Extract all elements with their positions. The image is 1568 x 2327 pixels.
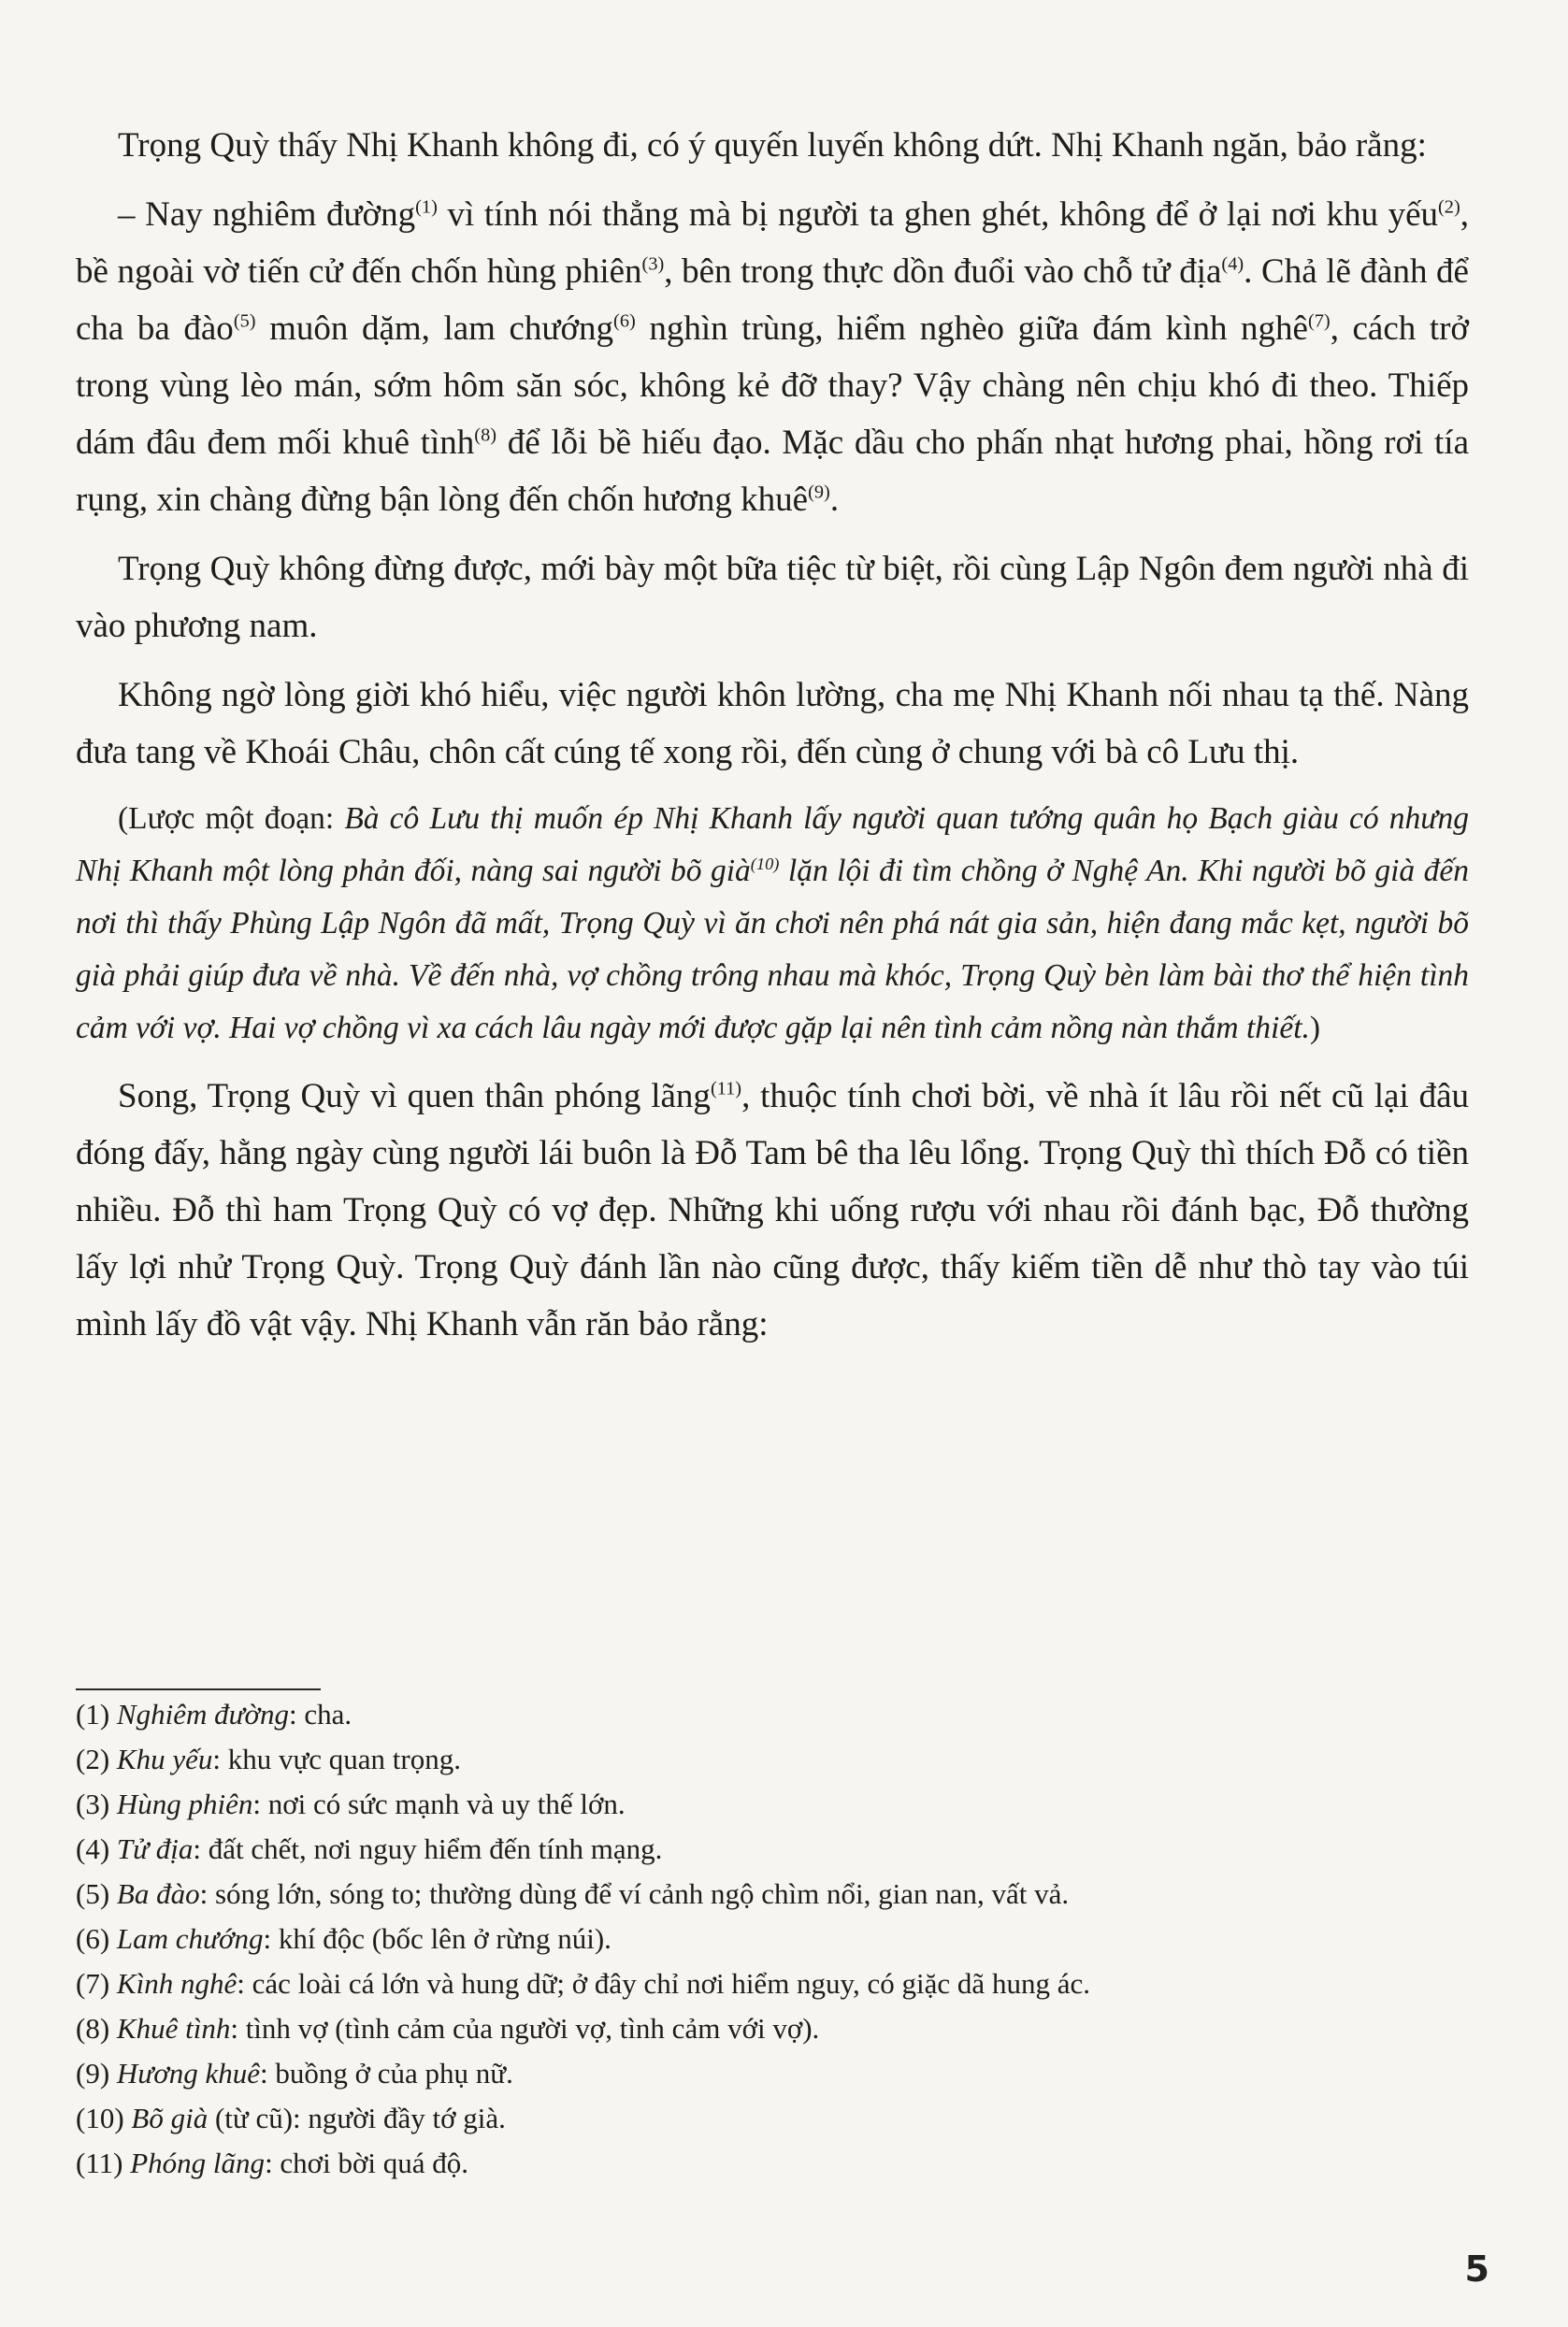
footnote-item [76,1917,1469,1961]
footnote-number: (9) [76,2057,110,2090]
footnote-item [76,2141,1469,2186]
paragraph-4-text: Không ngờ lòng giời khó hiểu, việc người khôn lường, cha mẹ Nhị Khanh nối nhau tạ thế. Nàng đưa tang về Khoái Châu, chôn cất cúng tế xong rồi, đến cùng ở chung với bà cô Lưu thị. [76,676,1469,771]
footnote-ref: (10) [750,854,780,873]
footnote-number: (7) [76,1967,110,2000]
footnote-item [76,1872,1469,1917]
paragraph-2-dialogue [76,186,1469,528]
footnote-number: (6) [76,1922,110,1955]
text-segment: Song, Trọng Quỳ vì quen thân phóng lãng [118,1077,711,1115]
footnote-item [76,2051,1469,2096]
text-segment: vì tính nói thẳng mà bị người ta ghen ghét, không để ở lại nơi khu yếu [437,195,1439,234]
footnote-item [76,1692,1469,1737]
text-segment: , bên trong thực dồn đuổi vào chỗ tử địa [664,252,1222,291]
text-segment: . [829,481,840,519]
footnote-definition: : các loài cá lớn và hung dữ; ở đây chỉ nơi hiểm nguy, có giặc dã hung ác. [237,1967,1090,2000]
summary-text: lặn lội đi tìm chồng ở Nghệ An. Khi người bõ già đến nơi thì thấy Phùng Lập Ngôn đã mất, Trọng Quỳ vì ăn chơi nên phá nát gia sản, hiện đang mắc kẹt, người bõ già phải giúp đưa về nhà. Về đến nhà, vợ chồng trông nhau mà khóc, Trọng Quỳ bèn làm bài thơ thể hiện tình cảm với vợ. Hai vợ chồng vì xa cách lâu ngày mới được gặp lại nên tình cảm nồng nàn thắm thiết. [76,854,1469,1045]
footnote-number: (10) [76,2102,124,2134]
footnote-ref: (1) [415,196,438,218]
footnote-ref: (7) [1307,310,1331,332]
footnote-ref: (6) [613,310,636,332]
text-segment: muôn dặm, lam chướng [255,309,614,348]
footnote-definition: : đất chết, nơi nguy hiểm đến tính mạng. [193,1832,663,1865]
footnote-definition: : nơi có sức mạnh và uy thế lớn. [252,1788,626,1820]
footnote-item [76,1782,1469,1827]
paragraph-5 [76,1068,1469,1353]
footnote-item [76,2096,1469,2141]
footnote-term: Nghiêm đường [116,1698,290,1731]
footnote-definition: (từ cũ): người đầy tớ già. [208,2102,506,2134]
paragraph-3-text: Trọng Quỳ không đừng được, mới bày một bữa tiệc từ biệt, rồi cùng Lập Ngôn đem người nhà đi vào phương nam. [76,550,1469,645]
footnote-ref: (3) [641,253,665,275]
footnote-item [76,2006,1469,2051]
footnote-ref: (2) [1438,196,1460,218]
footnote-term: Bõ già [131,2102,209,2134]
footnote-ref: (5) [233,310,256,332]
summary-text: Bà cô Lưu thị muốn ép Nhị Khanh lấy người quan tướng quân họ Bạch giàu có nhưng Nhị Khanh một lòng phản đối, nàng sai người bõ già [76,801,1469,888]
footnote-definition: : cha. [289,1698,352,1731]
footnote-number: (5) [76,1877,110,1910]
paragraph-4 [76,667,1469,781]
footnote-term: Khuê tình [116,2012,231,2045]
footnote-definition: : khu vực quan trọng. [212,1743,461,1775]
footnote-definition: : chơi bời quá độ. [265,2147,468,2179]
footnote-term: Kình nghê [116,1967,237,2000]
body-text [76,117,1469,1365]
paragraph-1-text: Trọng Quỳ thấy Nhị Khanh không đi, có ý quyến luyến không dứt. Nhị Khanh ngăn, bảo rằng: [118,126,1427,165]
footnote-item [76,1961,1469,2006]
summary-close: ) [1309,1011,1321,1045]
paragraph-3 [76,540,1469,654]
footnote-ref: (8) [474,424,497,446]
summary-note [76,793,1469,1055]
footnote-number: (2) [76,1743,110,1775]
footnote-term: Hương khuê [116,2057,261,2090]
text-segment: – Nay nghiêm đường [118,195,416,234]
text-segment: , bề ngoài vờ tiến cử đến chốn hùng phiên [76,195,1469,291]
text-segment: để lỗi bề hiếu đạo. Mặc dầu cho phấn nhạt hương phai, hồng rơi tía rụng, xin chàng đừng bận lòng đến chốn hương khuê [76,424,1469,519]
summary-lead: (Lược một đoạn: [118,801,345,836]
footnote-term: Tử địa [116,1832,194,1865]
footnote-definition: : khí độc (bốc lên ở rừng núi). [263,1922,611,1955]
footnote-term: Ba đào [116,1877,200,1910]
footnote-definition: : buồng ở của phụ nữ. [260,2057,513,2090]
footnote-divider [76,1688,321,1690]
footnote-list [76,1692,1469,2186]
footnote-number: (1) [76,1698,110,1731]
footnote-item [76,1827,1469,1872]
text-segment: , thuộc tính chơi bời, về nhà ít lâu rồi nết cũ lại đâu đóng đấy, hằng ngày cùng người lái buôn là Đỗ Tam bê tha lêu lổng. Trọng Quỳ thì thích Đỗ có tiền nhiều. Đỗ thì ham Trọng Quỳ có vợ đẹp. Những khi uống rượu với nhau rồi đánh bạc, Đỗ thường lấy lợi nhử Trọng Quỳ. Trọng Quỳ đánh lần nào cũng được, thấy kiếm tiền dễ như thò tay vào túi mình lấy đồ vật vậy. Nhị Khanh vẫn răn bảo rằng: [76,1077,1469,1343]
page-number: 5 [1464,2248,1489,2290]
footnote-number: (3) [76,1788,110,1820]
text-segment: . Chả lẽ đành để cha ba đào [76,252,1469,348]
footnote-definition: : tình vợ (tình cảm của người vợ, tình cảm với vợ). [230,2012,820,2045]
footnote-term: Phóng lãng [130,2147,266,2179]
paragraph-1 [76,117,1469,174]
footnote-term: Lam chướng [116,1922,264,1955]
footnote-number: (8) [76,2012,110,2045]
footnote-term: Khu yếu [116,1743,213,1775]
footnote-term: Hùng phiên [116,1788,253,1820]
footnote-ref: (11) [710,1078,742,1099]
footnote-ref: (9) [808,481,830,503]
text-segment: nghìn trùng, hiểm nghèo giữa đám kình nghê [635,309,1308,348]
text-segment: , cách trở trong vùng lèo mán, sớm hôm săn sóc, không kẻ đỡ thay? Vậy chàng nên chịu khó đi theo. Thiếp dám đâu đem mối khuê tình [76,309,1469,462]
footnote-number: (11) [76,2147,123,2179]
footnote-item [76,1737,1469,1782]
footnote-number: (4) [76,1832,110,1865]
footnote-ref: (4) [1221,253,1244,275]
footnote-definition: : sóng lớn, sóng to; thường dùng để ví cảnh ngộ chìm nổi, gian nan, vất vả. [199,1877,1070,1910]
